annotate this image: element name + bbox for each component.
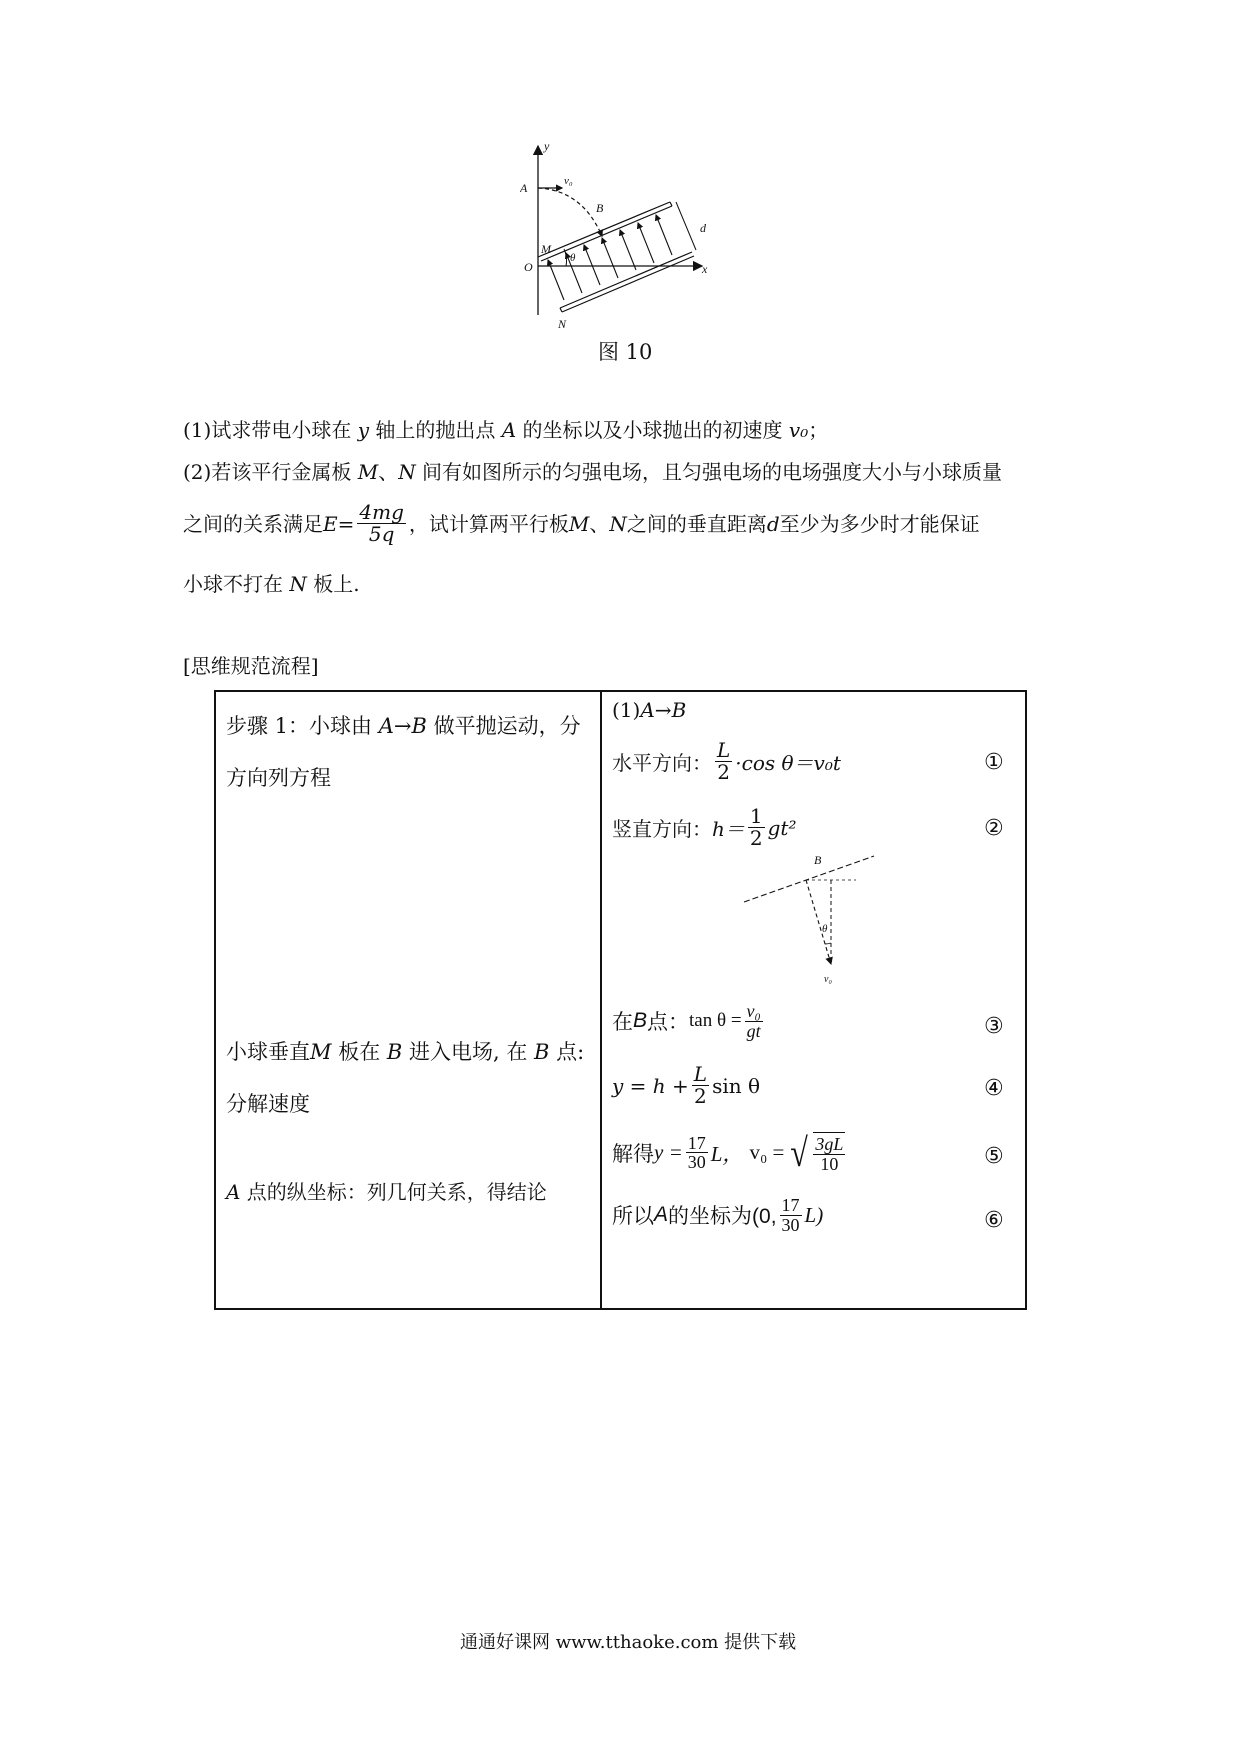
diag-label-b: B — [814, 853, 822, 867]
label-o: O — [524, 260, 533, 274]
label-x: x — [702, 262, 708, 276]
diag-label-theta: θ — [822, 923, 828, 935]
thinking-flow-table — [214, 690, 1027, 1310]
marker-2: ② — [984, 816, 1004, 841]
question-1: (1)试求带电小球在 y 轴上的抛出点 A 的坐标以及小球抛出的初速度 v₀； — [183, 418, 829, 442]
velocity-decomposition-diagram — [736, 852, 886, 992]
step-2-line-2: 分解速度 — [226, 1092, 310, 1116]
label-theta: θ — [570, 252, 576, 264]
label-a: A — [520, 181, 528, 195]
label-m: M — [541, 242, 551, 256]
label-n: N — [558, 317, 567, 330]
marker-3: ③ — [984, 1014, 1004, 1039]
page-footer: 通通好课网 www.tthaoke.com 提供下载 — [460, 1632, 797, 1653]
velocity-arrow — [806, 880, 831, 964]
marker-5: ⑤ — [984, 1144, 1004, 1169]
sqrt-expression: √ $\frac{3gL}{10}$ — [790, 1129, 844, 1175]
plate-line — [744, 856, 874, 902]
label-d: d — [700, 221, 706, 235]
marker-1: ① — [984, 750, 1004, 775]
figure-caption: 图 10 — [598, 340, 653, 364]
plate-n — [560, 252, 694, 312]
marker-6: ⑥ — [984, 1208, 1004, 1233]
step-2-line-1: 小球垂直M 板在 B 进入电场, 在 B 点: — [226, 1040, 585, 1064]
right-head: (1) A → B — [612, 698, 687, 722]
equation-3: 在 B 点： tan θ = $\frac{\text{v₀}}{gt}$ — [612, 1001, 761, 1041]
label-y: y — [544, 140, 550, 153]
trajectory — [538, 188, 602, 236]
step-1-line-1: 步骤 1：小球由 A→B 做平抛运动，分 — [226, 714, 581, 738]
diag-label-v0: v₀ — [824, 974, 832, 985]
d-dimension — [676, 202, 696, 250]
step-3: A 点的纵坐标：列几何关系，得结论 — [226, 1180, 547, 1204]
plate-m — [538, 202, 672, 261]
diag-theta-arc — [825, 943, 831, 944]
equation-6: 所以 A 的坐标为(0, $\frac{17}{30}$ L) — [612, 1195, 824, 1235]
equation-2: 竖直方向： h＝ $\frac{1}{2}$ gt² — [612, 804, 797, 850]
step-1-line-2: 方向列方程 — [226, 766, 331, 790]
question-2-line-3: 小球不打在 N 板上. — [183, 572, 360, 596]
equation-1: 水平方向： $\frac{L}{2}$ ·cos θ＝v₀t — [612, 738, 841, 784]
figure-10-diagram — [520, 140, 740, 330]
section-title: [思维规范流程] — [183, 654, 319, 678]
label-v0: v₀ — [564, 175, 573, 187]
equation-5: 解得 y = $\frac{17}{30}$ L， v₀ = √ $\frac{3gL}{10}$ — [612, 1132, 848, 1174]
column-divider — [600, 692, 602, 1308]
e-field-fraction: $\frac{4mg}{5q}$ — [359, 500, 404, 546]
question-2-line-2: 之间的关系满足 E = $\frac{4mg}{5q}$ ，试计算两平行板 M 、 N 之间的垂直距离 d 至少为多少时才能保证 — [183, 500, 980, 546]
question-2-line-1: (2)若该平行金属板 M、N 间有如图所示的匀强电场，且匀强电场的电场强度大小与小球质量 — [183, 460, 1003, 484]
marker-4: ④ — [984, 1076, 1004, 1101]
equation-4: y = h + $\frac{L}{2}$ sin θ — [612, 1062, 761, 1108]
label-b: B — [596, 201, 604, 215]
